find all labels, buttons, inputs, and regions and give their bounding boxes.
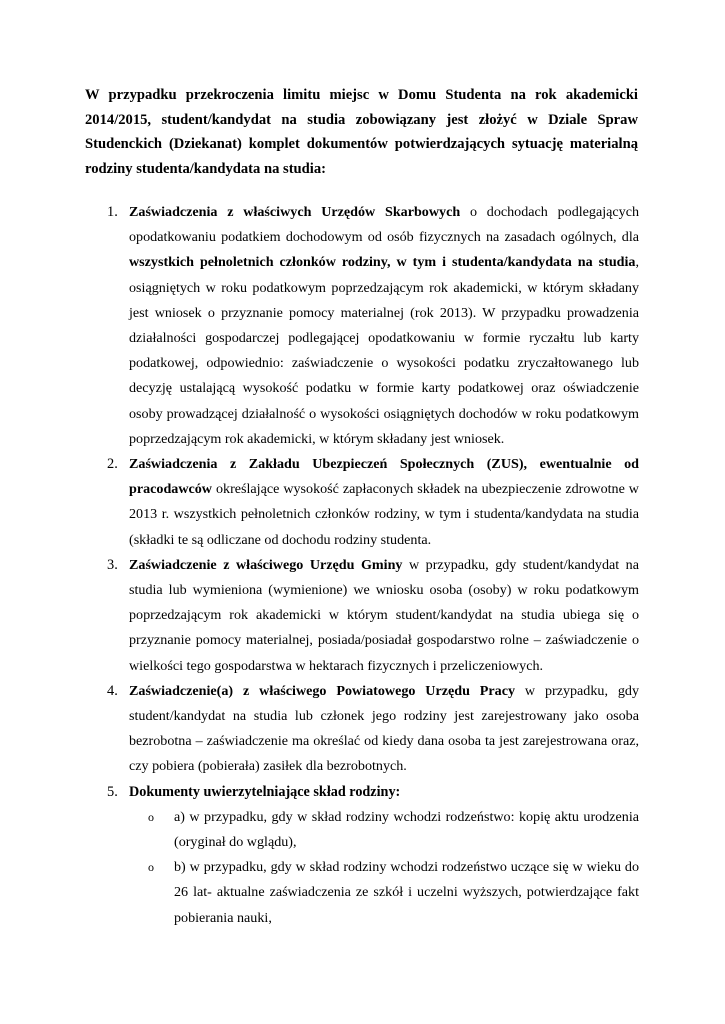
list-item-2: [0, 452, 725, 553]
item-text-part: , osiągniętych w roku podatkowym poprzedzającym rok akademicki, w którym składany jest wniosek o przyznanie pomocy materialnej (rok 2013). W przypadku prowadzenia działalności gospodarczej podlegającej opodatkowaniu w formie ryczałtu lub karty podatkowej, odpowiednio: zaświadczenie o wysokości podatku zryczałtowanego lub decyzję ustalającą wysokość podatku w formie karty podatkowej oraz oświadczenie osoby prowadzącej działalność o wysokości osiągniętych dochodów w roku podatkowym poprzedzającym rok akademicki, w którym składany jest wniosek.: [129, 254, 639, 447]
sublist-item-a: [0, 805, 725, 855]
item-text: [129, 200, 639, 452]
item-bold-emphasis: wszystkich pełnoletnich członków rodziny, w tym i studenta/kandydata na studia: [129, 254, 636, 271]
sublist-text: a) w przypadku, gdy w skład rodziny wchodzi rodzeństwo: kopię aktu urodzenia (oryginał do wglądu),: [174, 808, 639, 851]
item-number: 1.: [107, 204, 118, 220]
sublist-item-b: [0, 855, 725, 931]
item-number: 4.: [107, 682, 118, 699]
item-bold-lead: Zaświadczenia z Zakładu Ubezpieczeń Społecznych (ZUS), ewentualnie od pracodawców: [129, 456, 639, 498]
circle-bullet-icon: o: [148, 809, 154, 824]
item-text-part: w przypadku, gdy student/kandydat na studia lub członek jego rodziny jest zarejestrowany jako osoba bezrobotna – zaświadczenie ma określać od kiedy dana osoba ta jest zarejestrowana oraz, czy pobiera (pobierała) zasiłek dla bezrobotnych.: [129, 682, 639, 775]
list-item-1: [0, 200, 725, 452]
item-number: 2.: [107, 456, 118, 473]
item-text-part: o dochodach podlegających opodatkowaniu podatkiem dochodowym od osób fizycznych na zasadach ogólnych, dla: [129, 204, 639, 246]
list-item-3: [0, 553, 725, 679]
document-list: [0, 200, 725, 931]
item-text: [129, 679, 639, 780]
sublist: [0, 805, 725, 931]
item-number: 5.: [107, 783, 118, 800]
item-text-part: określające wysokość zapłaconych składek na ubezpieczenie zdrowotne w 2013 r. wszystkich pełnoletnich członków rodziny, w tym i studenta/kandydata na studia (składki te są odliczane od dochodu rodziny studenta.: [129, 481, 639, 548]
item-bold-lead: Zaświadczenie z właściwego Urzędu Gminy: [129, 556, 403, 573]
item-text-part: w przypadku, gdy student/kandydat na studia lub wymieniona (wymienione) we wniosku osoba (osoby) w roku podatkowym poprzedzającym rok akademicki w którym student/kandydat na studia ubiega się o przyznanie pomocy materialnej, posiada/posiadał gospodarstwo rolne – zaświadczenie o wielkości tego gospodarstwa w hektarach fizycznych i przeliczeniowych.: [129, 556, 639, 674]
item-heading: Dokumenty uwierzytelniające skład rodziny:: [129, 783, 401, 800]
list-item-4: [0, 679, 725, 780]
intro-paragraph: W przypadku przekroczenia limitu miejsc w Domu Studenta na rok akademicki 2014/2015, student/kandydat na studia zobowiązany jest złożyć w Dziale Spraw Studenckich (Dziekanat) komplet dokumentów potwierdzających sytuację materialną rodziny studenta/kandydata na studia:: [85, 87, 638, 177]
circle-bullet-icon: o: [148, 860, 154, 875]
sublist-text: b) w przypadku, gdy w skład rodziny wchodzi rodzeństwo uczące się w wieku do 26 lat- aktualne zaświadczenia ze szkół i uczelni wyższych, potwierdzające fakt pobierania nauki,: [174, 859, 639, 926]
item-bold-lead: Zaświadczenia z właściwych Urzędów Skarbowych: [129, 204, 461, 220]
item-text: [129, 452, 639, 553]
item-number: 3.: [107, 556, 118, 573]
list-item-5: [0, 780, 725, 931]
item-bold-lead: Zaświadczenie(a) z właściwego Powiatowego Urzędu Pracy: [129, 682, 516, 699]
item-text: [129, 553, 639, 679]
